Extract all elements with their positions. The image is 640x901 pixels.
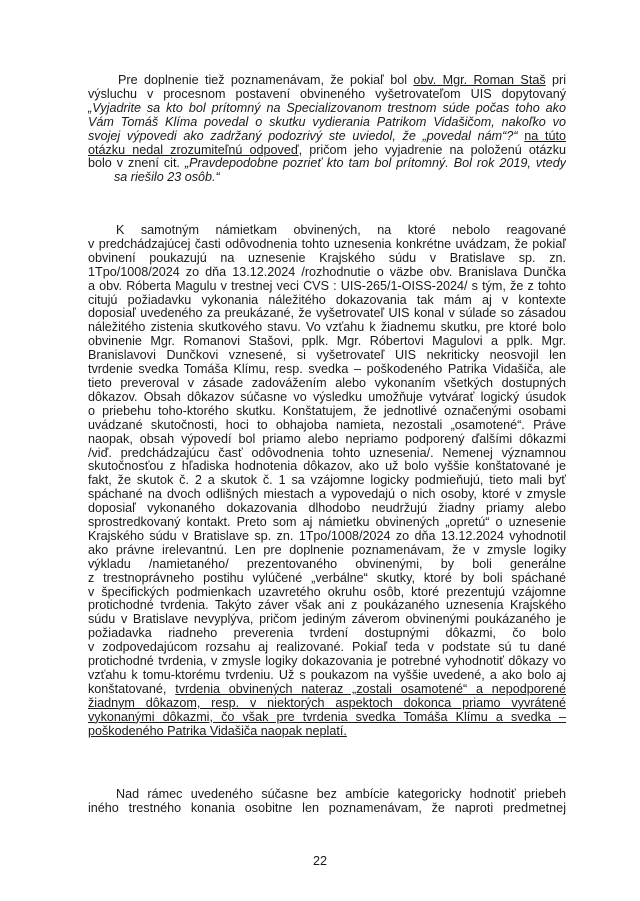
page-number: 22 — [312, 854, 327, 868]
text-line: Krajského súdu v Bratislave sp. zn. 1Tpo/1008/2024 zo dňa 13.12.2024 vyhodnotil — [88, 529, 566, 543]
text-line: požiadavka riadneho preverenia tvrdení dostupnými dôkazmi, čo bolo — [88, 627, 566, 641]
text-line: skutočnosťou z hľadiska hodnotenia dôkazov, ako už bolo vyššie konštatované je — [88, 460, 566, 474]
text-line: „Vyjadrite sa kto bol prítomný na Špecializovanom trestnom súde počas toho ako — [88, 101, 566, 115]
text-line: o priebehu toho-ktorého skutku. Konštatujem, že jednotlivé označenými osobami — [88, 404, 566, 418]
text-line: v predchádzajúcej časti odôvodnenia tohto uznesenia konkrétne uvádzam, že pokiaľ — [88, 237, 566, 251]
text-line: fakt, že skutok č. 2 a skutok č. 1 sa vzájomne logicky podmieňujú, tieto mali byť — [88, 474, 566, 488]
paragraph-1 — [88, 74, 566, 185]
text-line: v zodpovedajúcom rozsahu aj realizované. Pokiaľ teda v podstate sú tu dané — [88, 641, 566, 655]
text-line: doposiaľ uvedeného za preukázané, že vyšetrovateľ ÚIS konal v súlade so zásadou — [88, 307, 566, 321]
text-line: súdu v Bratislave nevyplýva, pričom jediným záverom obvinenými poukázaného je — [88, 613, 566, 627]
text-line: obvinení poukazujú na uznesenie Krajského súdu v Bratislave sp. zn. — [88, 251, 566, 265]
text-line: tieto preveroval v zásade zadovážením alebo vykonaním všetkých dostupných — [88, 376, 566, 390]
paragraph-2 — [88, 224, 566, 739]
text-line: výkladu /namietaného/ prezentovaného obvinenými, by boli generálne — [88, 557, 566, 571]
text-line: /viď. predchádzajúcu časť odôvodnenia tohto uznesenia/. Nemenej významnou — [88, 446, 566, 460]
text-line-underlined: žiadnym dôkazom, resp. v niektorých aspektoch dokonca priamo vyvrátené — [88, 696, 566, 710]
text-line: bolo v znení cit. „Pravdepodobne pozrieť kto tam bol prítomný. Bol rok 2019, vtedy — [88, 157, 566, 171]
text-line: 1Tpo/1008/2024 zo dňa 13.12.2024 /rozhodnutie o väzbe obv. Branislava Dunčka — [88, 265, 566, 279]
text-line: spáchané na dvoch odlišných miestach a vypovedajú o nich osoby, ktoré v zmysle — [88, 488, 566, 502]
text-line: K samotným námietkam obvinených, na ktoré nebolo reagované — [116, 224, 566, 237]
text-line: konštatované, tvrdenia obvinených nateraz „zostali osamotené“ a nepodporené — [88, 682, 566, 696]
text-line: doposiaľ vykonaného dokazovania dlhodobo neudržujú žiadny priamy alebo — [88, 502, 566, 516]
text-line: Branislavovi Dunčkovi vznesené, si vyšetrovateľ ÚIS nekriticky neosvojil len — [88, 349, 566, 363]
text-line: iného trestného konania osobitne len poznamenávam, že naproti predmetnej — [88, 801, 566, 815]
text-line: naopak, obsah výpovedí bol priamo alebo nepriamo podporený ďalšími dôkazmi — [88, 432, 566, 446]
text-line: protichodné tvrdenia, v zmysle logiky dokazovania je potrebné vyhodnotiť dôkazy vo — [88, 655, 566, 669]
text-line: sa riešilo 23 osôb.“ — [114, 171, 220, 185]
text-line: z trestnoprávneho postihu vylúčené „verbálne“ skutky, ktoré by boli spáchané — [88, 571, 566, 585]
text-line: obvinenie Mgr. Romanovi Stašovi, pplk. Mgr. Róbertovi Magulovi a pplk. Mgr. — [88, 335, 566, 349]
text-line: Pre doplnenie tiež poznamenávam, že pokiaľ bol obv. Mgr. Roman Staš pri — [118, 74, 566, 87]
text-line: Nad rámec uvedeného súčasne bez ambície kategoricky hodnotiť priebeh — [116, 788, 566, 801]
text-line: v špecifických podmienkach uzavretého okruhu osôb, ktoré prezentujú vzájomne — [88, 585, 566, 599]
text-line: náležitého zistenia skutkového stavu. Vo vzťahu k žiadnemu skutku, pre ktoré bolo — [88, 321, 566, 335]
text-line: tvrdenie svedka Tomáša Klímu, resp. svedka – poškodeného Patrika Vidašiča, ale — [88, 363, 566, 377]
text-line: uvádzané skutočnosti, hoci to obhajoba namieta, nezostali „osamotené“. Práve — [88, 418, 566, 432]
text-line: dôkazov. Obsah dôkazov súčasne vo výsledku umožňuje vytvárať logický úsudok — [88, 390, 566, 404]
text-line: ako právne irelevantnú. Len pre doplnenie poznamenávam, že v zmysle logiky — [88, 543, 566, 557]
text-line: citujú požiadavku vykonania náležitého dokazovania tak mám aj v kontexte — [88, 293, 566, 307]
text-line: protichodné tvrdenia. Takýto záver však ani z poukázaného uznesenia Krajského — [88, 599, 566, 613]
text-line: a obv. Róberta Magulu v trestnej veci ČVS : UIS-265/1-OISS-2024/ s tým, že z tohto — [88, 279, 566, 293]
text-line: výsluchu v procesnom postavení obvineného vyšetrovateľom ÚIS dopytovaný — [88, 87, 566, 101]
text-line: svojej výpovedi ako zadržaný podozrivý ste uviedol, že „povedal nám“?“ na túto — [88, 129, 566, 143]
text-line-underlined: vykonanými dôkazmi, čo však pre tvrdenia svedka Tomáša Klímu a svedka – — [88, 710, 566, 724]
text-line: otázku nedal zrozumiteľnú odpoveď, pričom jeho vyjadrenie na položenú otázku — [88, 143, 566, 157]
text-line-underlined: poškodeného Patrika Vidašiča naopak neplatí. — [88, 724, 347, 738]
text-line: vzťahu k tomu-ktorému tvrdeniu. Už s poukazom na vyššie uvedené, a ako bolo aj — [88, 669, 566, 682]
text-line: sprostredkovaný kontakt. Preto som aj námietku obvinených „opretú“ o uznesenie — [88, 516, 566, 530]
text-line: Vám Tomáš Klíma povedal o skutku vydierania Patrikom Vidašičom, nakoľko vo — [88, 115, 566, 129]
paragraph-3 — [88, 788, 566, 816]
